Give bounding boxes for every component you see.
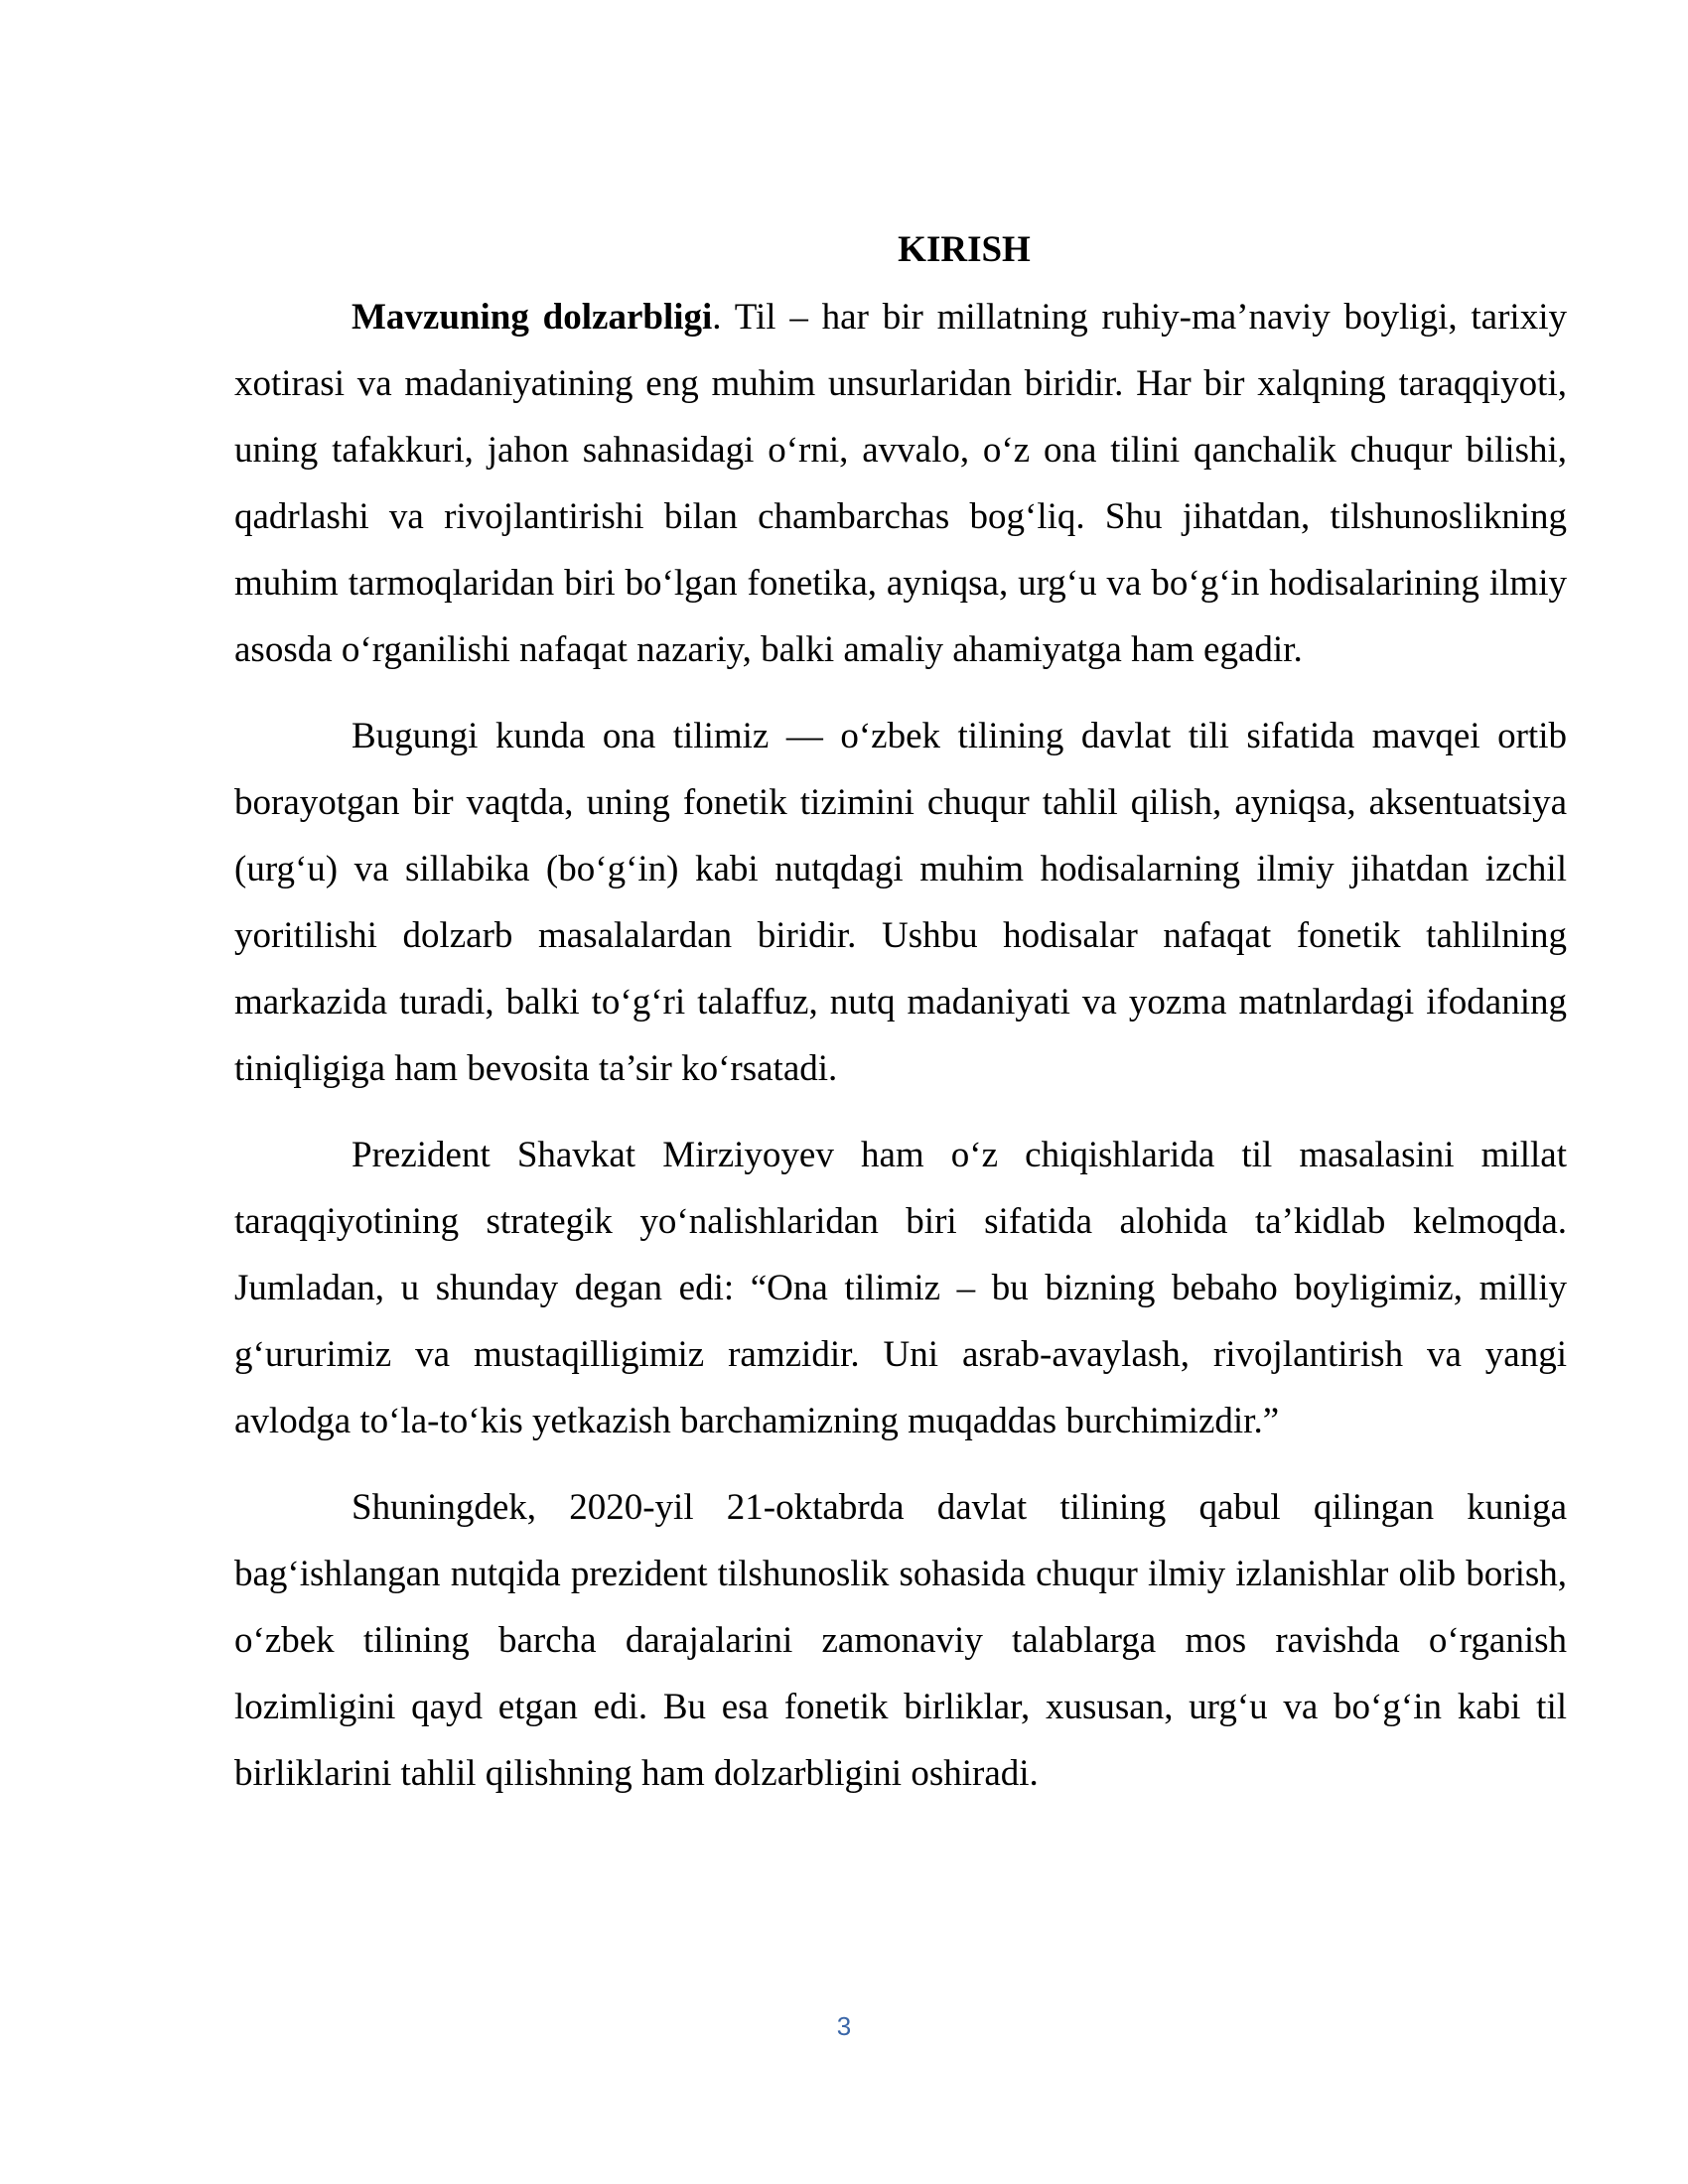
paragraph-2-text: Bugungi kunda ona tilimiz — o‘zbek tilining davlat tili sifatida mavqei ortib borayotgan bir vaqtda, uning fonetik tizimini chuqur tahlil qilish, ayniqsa, aksentuatsiya (urg‘u) va sillabika (bo‘g‘in) kabi nutqdagi muhim hodisalarning ilmiy jihatdan izchil yoritilishi dolzarb masalalardan biridir. Ushbu hodisalar nafaqat fonetik tahlilning markazida turadi, balki to‘g‘ri talaffuz, nutq madaniyati va yozma matnlardagi ifodaning tiniqligiga ham bevosita ta’sir ko‘rsatadi.: [234, 716, 1567, 1089]
paragraph-3-text: Prezident Shavkat Mirziyoyev ham o‘z chiqishlarida til masalasini millat taraqqiyotining strategik yo‘nalishlaridan biri sifatida alohida ta’kidlab kelmoqda. Jumladan, u shunday degan edi: “Ona tilimiz – bu bizning bebaho boyligimiz, milliy g‘ururimiz va mustaqilligimiz ramzidir. Uni asrab-avaylash, rivojlantirish va yangi avlodga to‘la-to‘kis yetkazish barchamizning muqaddas burchimizdir.”: [234, 1135, 1567, 1441]
paragraph-4-text: Shuningdek, 2020-yil 21-oktabrda davlat tilining qabul qilingan kuniga bag‘ishlangan nutqida prezident tilshunoslik sohasida chuqur ilmiy izlanishlar olib borish, o‘zbek tilining barcha darajalarini zamonaviy talablarga mos ravishda o‘rganish lozimligini qayd etgan edi. Bu esa fonetik birliklar, xususan, urg‘u va bo‘g‘in kabi til birliklarini tahlil qilishning ham dolzarbligini oshiradi.: [234, 1487, 1567, 1794]
paragraph-2: [234, 703, 1567, 1102]
paragraph-1-lead: Mavzuning dolzarbligi: [352, 297, 713, 338]
page-content: [234, 224, 1567, 1827]
paragraph-1: [234, 284, 1567, 683]
page-number: 3: [836, 2011, 852, 2041]
paragraph-4: [234, 1474, 1567, 1807]
section-title: KIRISH: [898, 229, 1031, 270]
paragraph-1-text: . Til – har bir millatning ruhiy-ma’naviy boyligi, tarixiy xotirasi va madaniyatining eng muhim unsurlaridan biridir. Har bir xalqning taraqqiyoti, uning tafakkuri, jahon sahnasidagi o‘rni, avvalo, o‘z ona tilini qanchalik chuqur bilishi, qadrlashi va rivojlantirishi bilan chambarchas bog‘liq. Shu jihatdan, tilshunoslikning muhim tarmoqlaridan biri bo‘lgan fonetika, ayniqsa, urg‘u va bo‘g‘in hodisalarining ilmiy asosda o‘rganilishi nafaqat nazariy, balki amaliy ahamiyatga ham egadir.: [234, 297, 1567, 670]
paragraph-3: [234, 1122, 1567, 1454]
